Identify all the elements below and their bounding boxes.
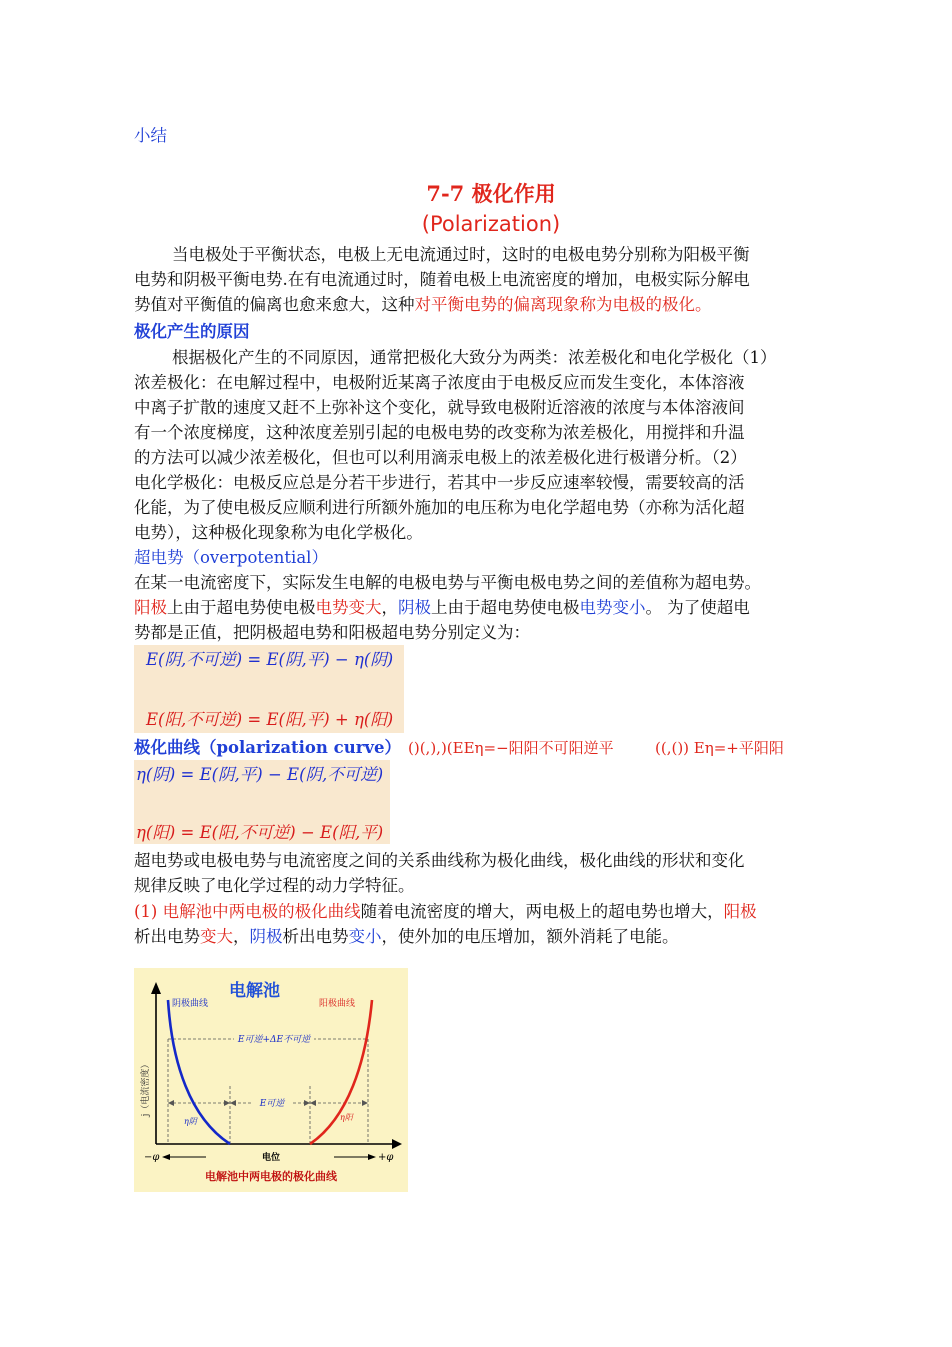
arrow-right [362, 1100, 368, 1106]
garbled-formula-2: ((,()) Eη=+平阳阳 [655, 739, 784, 757]
plus-phi-label: +φ [378, 1152, 394, 1163]
eta-cathode-label: η阴 [184, 1117, 197, 1126]
x-axis-label: 电位 [261, 1153, 281, 1163]
text-span: 上由于超电势使电极 [431, 598, 580, 617]
cause-line-4: 有一个浓度梯度，这种浓度差别引起的电极电势的改变称为浓差极化，用搅拌和升温 [134, 423, 745, 442]
figure-caption: 电解池中两电极的极化曲线 [205, 1170, 337, 1183]
cause-heading: 极化产生的原因 [134, 322, 250, 341]
overpotential-line-3: 势都是正值，把阴极超电势和阳极超电势分别定义为： [134, 623, 530, 642]
text-span: 析出电势 [134, 927, 200, 946]
intro-line-3-plain: 势值对平衡值的偏离也愈来愈大，这种 [134, 295, 415, 314]
arrow-right [304, 1100, 310, 1106]
text-span: 。 为了使超电 [645, 598, 750, 617]
formula-eta-cathode: η(阴) = E(阴,平) − E(阴,不可逆) [136, 765, 384, 784]
text-span: ， [381, 598, 398, 617]
intro-line-1: 当电极处于平衡状态，电极上无电流通过时，这时的电极电势分别称为阳极平衡 [172, 245, 750, 264]
anode-word: 阳极 [134, 598, 167, 617]
eta-anode-label: η阳 [340, 1113, 353, 1122]
decrease-word: 变小 [348, 927, 382, 946]
section-title: 7-7 极化作用 [426, 181, 556, 206]
text-span: 随着电流密度的增大，两电极上的超电势也增大， [360, 902, 724, 921]
intro-line-3 [134, 293, 712, 317]
summary-link[interactable]: 小结 [134, 126, 167, 145]
curve-point-1-cont [134, 925, 679, 949]
minus-phi-arrow [162, 1154, 170, 1160]
polarization-figure [134, 968, 408, 1192]
section-subtitle: (Polarization) [421, 212, 561, 236]
formula-cathode-irreversible: E(阴,不可逆) = E(阴,平) − η(阴) [146, 650, 394, 669]
cause-line-1: 根据极化产生的不同原因，通常把极化大致分为两类：浓差极化和电化学极化（1） [172, 348, 777, 367]
curve-heading: 极化曲线（polarization curve） [134, 738, 401, 757]
electrolysis-curve-phrase: (1) 电解池中两电极的极化曲线 [134, 902, 361, 921]
curve-line-2: 规律反映了电化学过程的动力学特征。 [134, 876, 415, 895]
cathode-curve-label: 阴极曲线 [172, 999, 209, 1009]
figure-title: 电解池 [229, 981, 280, 1001]
text-span: 上由于超电势使电极 [167, 598, 316, 617]
cause-line-2: 浓差极化：在电解过程中，电极附近某离子浓度由于电极反应而发生变化，本体溶液 [134, 373, 745, 392]
potential-increase: 电势变大 [315, 598, 382, 617]
potential-decrease: 电势变小 [579, 598, 646, 617]
formula-eta-anode: η(阳) = E(阳,不可逆) − E(阳,平) [136, 823, 384, 842]
cause-line-5: 的方法可以减少浓差极化，但也可以利用滴汞电极上的浓差极化进行极谱分析。（2） [134, 448, 747, 467]
overpotential-line-1: 在某一电流密度下，实际发生电解的电极电势与平衡电极电势之间的差值称为超电势。 [134, 573, 761, 592]
text-span: ， [233, 927, 250, 946]
arrow-left [310, 1100, 316, 1106]
anode-curve-label: 阳极曲线 [319, 999, 356, 1009]
curve-point-1 [134, 900, 757, 924]
garbled-formula-1: ()(,),)(EEη=−阳阳不可阳逆平 [408, 739, 614, 757]
total-voltage-label: E可逆+ΔE不可逆 [237, 1035, 311, 1045]
cause-line-3: 中离子扩散的速度又赶不上弥补这个变化，就导致电极附近溶液的浓度与本体溶液间 [134, 398, 745, 417]
cause-line-7: 化能，为了使电极反应顺利进行所额外施加的电压称为电化学超电势（亦称为活化超 [134, 498, 745, 517]
anode-polarization-curve [310, 1000, 372, 1144]
y-axis-arrow [151, 982, 161, 994]
cause-line-6: 电化学极化：电极反应总是分若干步进行，若其中一步反应速率较慢，需要较高的活 [134, 473, 745, 492]
text-span: 析出电势 [282, 927, 349, 946]
cathode-word: 阴极 [249, 927, 283, 946]
cathode-word: 阴极 [398, 598, 431, 617]
overpotential-line-2 [134, 596, 750, 620]
reversible-voltage-label: E可逆 [259, 1099, 285, 1109]
plus-phi-arrow [368, 1154, 376, 1160]
anode-word: 阳极 [723, 902, 757, 921]
cathode-polarization-curve [168, 1000, 230, 1144]
intro-line-2: 电势和阴极平衡电势.在有电流通过时，随着电极上电流密度的增加，电极实际分解电 [134, 270, 750, 289]
arrow-left [168, 1100, 174, 1106]
minus-phi-label: −φ [144, 1152, 160, 1163]
polarization-diagram [134, 968, 408, 1192]
cause-line-8: 电势），这种极化现象称为电化学极化。 [134, 523, 423, 542]
y-axis-label: j（电流密度） [141, 1059, 151, 1117]
formula-anode-irreversible: E(阳,不可逆) = E(阳,平) + η(阳) [146, 710, 394, 729]
overpotential-heading: 超电势（overpotential） [134, 548, 328, 567]
x-axis-arrow [392, 1139, 402, 1149]
text-span: ，使外加的电压增加，额外消耗了电能。 [381, 927, 679, 946]
intro-line-3-highlight: 对平衡电势的偏离现象称为电极的极化。 [414, 295, 712, 314]
curve-line-1: 超电势或电极电势与电流密度之间的关系曲线称为极化曲线，极化曲线的形状和变化 [134, 851, 745, 870]
increase-word: 变大 [200, 927, 233, 946]
arrow-right [224, 1100, 230, 1106]
arrow-left [230, 1100, 236, 1106]
